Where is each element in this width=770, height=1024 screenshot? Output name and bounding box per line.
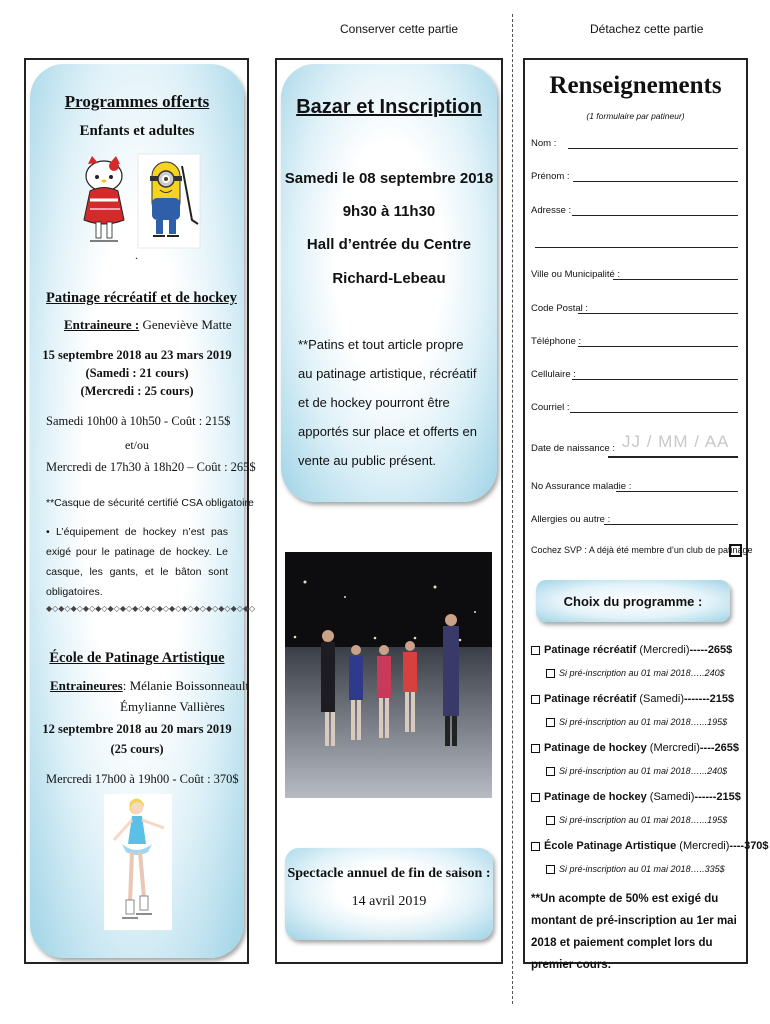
option-price: ----370$	[729, 840, 769, 852]
checkbox[interactable]	[531, 793, 540, 802]
cut-line	[512, 14, 513, 1004]
bazaar-title: Bazar et Inscription	[296, 96, 482, 118]
programs-subtitle: Enfants et adultes	[79, 123, 195, 139]
health-insurance-label: No Assurance maladie :	[531, 481, 632, 492]
checkbox[interactable]	[546, 669, 555, 678]
option-day: (Mercredi)	[636, 644, 690, 656]
email-field[interactable]	[570, 412, 738, 413]
option-hockey-wednesday[interactable]	[531, 742, 739, 754]
option-day: (Mercredi)	[646, 742, 700, 754]
artistic-dates: 12 septembre 2018 au 20 mars 2019	[42, 722, 232, 736]
birthdate-field[interactable]	[608, 456, 738, 458]
option-price: -------215$	[684, 693, 735, 705]
option-rec-wednesday-pre[interactable]	[546, 668, 725, 678]
option-hockey-wednesday-pre[interactable]	[546, 766, 727, 776]
option-label: Patinage récréatif	[544, 693, 637, 705]
option-artistic-wednesday[interactable]	[531, 840, 769, 852]
trainer-name: Geneviève Matte	[139, 317, 232, 332]
last-name-field[interactable]	[568, 148, 738, 149]
recreational-wednesday-count: (Mercredi : 25 cours)	[80, 384, 194, 398]
checkbox[interactable]	[546, 865, 555, 874]
recreational-saturday-line: Samedi 10h00 à 10h50 - Coût : 215$	[46, 414, 231, 428]
helmet-note: **Casque de sécurité certifié CSA obligatoire	[46, 497, 254, 509]
option-price: ----265$	[699, 742, 740, 754]
recreational-saturday-count: (Samedi : 21 cours)	[85, 366, 189, 380]
programs-title: Programmes offerts	[64, 92, 210, 111]
form-subtitle: (1 formulaire par patineur)	[586, 111, 685, 121]
cell-label: Cellulaire :	[531, 369, 576, 380]
option-label: Patinage de hockey	[544, 742, 647, 754]
trainer-label: Entraineure :	[64, 317, 140, 332]
bazaar-time: 9h30 à 11h30	[342, 203, 436, 220]
preregistration-text: Si pré-inscription au 01 mai 2018…...195$	[559, 717, 728, 727]
address-field-2[interactable]	[535, 247, 738, 248]
bazaar-note: **Patins et tout article propre au patinage artistique, récréatif et de hockey pourront être apportés sur place et offerts en vente au public présent.	[298, 337, 477, 468]
option-rec-wednesday[interactable]	[531, 644, 732, 656]
bazaar-place-2: Richard-Lebeau	[332, 270, 446, 287]
option-label: Patinage de hockey	[544, 791, 647, 803]
skating-show-photo	[285, 552, 492, 798]
recreational-dates: 15 septembre 2018 au 23 mars 2019	[42, 348, 232, 362]
checkbox[interactable]	[546, 718, 555, 727]
recreational-trainer	[64, 317, 232, 333]
option-rec-saturday-pre[interactable]	[546, 717, 727, 727]
equipment-note: • L’équipement de hockey n’est pas exigé pour le patinage de hockey. Le casque, les gants, et le bâton sont obligatoires.	[46, 526, 228, 598]
preregistration-text: Si pré-inscription au 01 mai 2018…..240$	[559, 668, 725, 678]
preregistration-text: Si pré-inscription au 01 mai 2018…...240$	[559, 766, 728, 776]
option-label: École Patinage Artistique	[544, 840, 677, 852]
option-price: -----265$	[689, 644, 733, 656]
bazaar-place-1: Hall d’entrée du Centre	[306, 236, 472, 253]
health-insurance-field[interactable]	[616, 491, 738, 492]
trainer-1: : Mélanie Boissonneault	[122, 678, 250, 693]
stray-dot: .	[135, 248, 138, 262]
checkbox[interactable]	[531, 744, 540, 753]
detach-part-label: Détachez cette partie	[590, 22, 704, 36]
artistic-title: École de Patinage Artistique	[49, 650, 225, 666]
checkbox[interactable]	[531, 695, 540, 704]
keep-part-label: Conserver cette partie	[340, 22, 459, 36]
option-label: Patinage récréatif	[544, 644, 637, 656]
first-name-label: Prénom :	[531, 171, 570, 182]
option-rec-saturday[interactable]	[531, 693, 734, 705]
last-name-label: Nom :	[531, 138, 557, 149]
email-label: Courriel :	[531, 402, 570, 413]
city-label: Ville ou Municipalité :	[531, 269, 621, 280]
recreational-title: Patinage récréatif et de hockey	[46, 290, 237, 306]
allergies-field[interactable]	[604, 524, 738, 525]
checkbox[interactable]	[531, 646, 540, 655]
registration-panel	[523, 58, 748, 964]
recreational-or: et/ou	[125, 438, 149, 452]
cell-field[interactable]	[572, 379, 738, 380]
recreational-wednesday-line: Mercredi de 17h30 à 18h20 – Coût : 265$	[46, 460, 256, 474]
allergies-label: Allergies ou autre :	[531, 514, 611, 525]
postal-code-label: Code Postal :	[531, 303, 589, 314]
former-member-label: Cochez SVP : A déjà été membre d’un club de patinage	[531, 545, 753, 555]
form-title: Renseignements	[549, 72, 722, 99]
bazaar-date: Samedi le 08 septembre 2018	[284, 170, 494, 187]
checkbox[interactable]	[546, 816, 555, 825]
option-day: (Samedi)	[646, 791, 695, 803]
artistic-line: Mercredi 17h00 à 19h00 - Coût : 370$	[46, 772, 239, 786]
figure-skater-illustration	[104, 794, 172, 930]
former-member-checkbox[interactable]	[729, 544, 742, 557]
option-hockey-saturday-pre[interactable]	[546, 815, 727, 825]
show-title: Spectacle annuel de fin de saison :	[287, 866, 491, 881]
address-field[interactable]	[572, 215, 738, 216]
minion-hockey-illustration	[138, 154, 200, 248]
kitty-skater-illustration	[76, 154, 132, 248]
show-date: 14 avril 2019	[351, 894, 427, 909]
postal-code-field[interactable]	[578, 313, 738, 314]
checkbox[interactable]	[546, 767, 555, 776]
program-choice-title: Choix du programme :	[563, 594, 703, 609]
artistic-course-count: (25 cours)	[110, 742, 164, 756]
preregistration-text: Si pré-inscription au 01 mai 2018…...195$	[559, 815, 728, 825]
birthdate-label: Date de naissance :	[531, 443, 615, 454]
address-label: Adresse :	[531, 205, 572, 216]
birthdate-placeholder: JJ / MM / AA	[622, 432, 730, 451]
option-hockey-saturday[interactable]	[531, 791, 741, 803]
preregistration-text: Si pré-inscription au 01 mai 2018…..335$	[559, 864, 725, 874]
trainers-label: Entraineures	[50, 678, 123, 693]
ornament-divider: ◆◇◆◇◆◇◆◇◆◇◆◇◆◇◆◇◆◇◆◇◆◇◆◇◆◇◆◇◆◇◆◇◆◇	[46, 604, 256, 613]
option-price: ------215$	[694, 791, 741, 803]
phone-field[interactable]	[578, 346, 738, 347]
deposit-note: **Un acompte de 50% est exigé du montant de pré-inscription au 1er mai 2018 et paiement complet lors du premier cours.	[531, 893, 737, 971]
checkbox[interactable]	[531, 842, 540, 851]
phone-label: Téléphone :	[531, 336, 582, 347]
option-day: (Mercredi)	[676, 840, 730, 852]
option-artistic-wednesday-pre[interactable]	[546, 864, 725, 874]
option-day: (Samedi)	[636, 693, 685, 705]
first-name-field[interactable]	[573, 181, 738, 182]
trainer-2: Émylianne Vallières	[120, 699, 225, 714]
city-field[interactable]	[613, 279, 738, 280]
artistic-trainers	[50, 678, 249, 694]
